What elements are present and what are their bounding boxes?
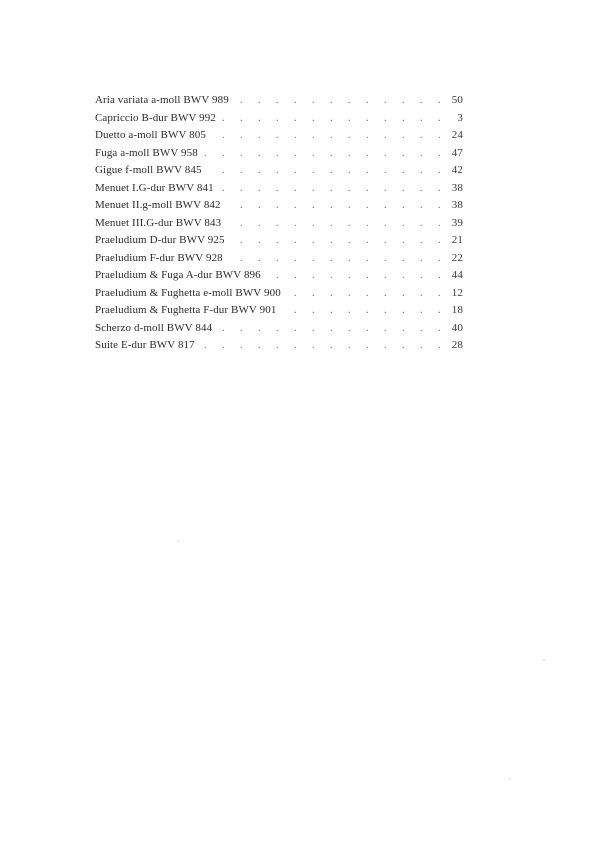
dot-leader — [218, 183, 447, 194]
toc-entry-page: 38 — [451, 199, 463, 211]
toc-entry-page: 50 — [451, 94, 463, 106]
toc-entry-page: 18 — [451, 304, 463, 316]
toc-entry-title: Menuet I.G-dur BWV 841 — [95, 181, 214, 194]
toc-entry-title: Menuet II.g-moll BWV 842 — [95, 199, 221, 211]
toc-entry-page: 38 — [451, 181, 463, 194]
dot-leader — [265, 270, 447, 281]
dot-leader — [285, 288, 447, 299]
toc-entry — [95, 287, 463, 305]
toc-entry-page: 28 — [451, 339, 463, 351]
toc-entry — [95, 252, 463, 270]
toc-entry-page: 3 — [457, 111, 463, 124]
dot-leader — [229, 235, 447, 246]
toc-entry — [95, 129, 463, 147]
toc-entry-page: 24 — [451, 129, 463, 141]
toc-entry — [95, 112, 463, 130]
toc-entry-title: Capriccio B-dur BWV 992 — [95, 111, 216, 124]
toc-entry — [95, 182, 463, 200]
toc-entry-title: Suite E-dur BWV 817 — [95, 339, 195, 351]
toc-entry-title: Praeludium & Fuga A-dur BWV 896 — [95, 269, 261, 281]
dot-leader — [233, 95, 447, 106]
dot-leader — [280, 305, 447, 316]
toc-entry-page: 12 — [451, 286, 463, 299]
toc-entry-title: Praeludium D-dur BWV 925 — [95, 234, 225, 246]
toc-entry-title: Fuga a-moll BWV 958 — [95, 146, 198, 159]
toc-entry — [95, 94, 463, 112]
toc-entry-title: Praeludium & Fughetta e-moll BWV 900 — [95, 286, 281, 299]
toc-entry-page: 47 — [451, 146, 463, 159]
dot-leader — [216, 323, 447, 334]
toc-entry — [95, 199, 463, 217]
toc-entry-title: Duetto a-moll BWV 805 — [95, 129, 206, 141]
scan-speck — [509, 778, 511, 780]
toc-entry — [95, 269, 463, 287]
toc-entry-page: 44 — [451, 269, 463, 281]
dot-leader — [220, 113, 447, 124]
toc-entry-title: Aria variata a-moll BWV 989 — [95, 94, 229, 106]
toc-entry — [95, 304, 463, 322]
dot-leader — [225, 200, 447, 211]
toc-entry-title: Praeludium & Fughetta F-dur BWV 901 — [95, 304, 277, 316]
toc-entry — [95, 339, 463, 357]
dot-leader — [199, 340, 447, 351]
scan-speck — [177, 540, 179, 542]
toc-entry — [95, 234, 463, 252]
toc-entry-page: 22 — [451, 251, 463, 264]
table-of-contents — [95, 94, 463, 357]
toc-entry — [95, 164, 463, 182]
toc-entry-page: 39 — [451, 216, 463, 229]
toc-entry-title: Menuet III.G-dur BWV 843 — [95, 216, 222, 229]
toc-entry-page: 40 — [451, 321, 463, 334]
dot-leader — [210, 130, 447, 141]
dot-leader — [225, 218, 447, 229]
toc-entry-page: 42 — [451, 164, 463, 176]
dot-leader — [227, 253, 447, 264]
toc-entry-page: 21 — [451, 234, 463, 246]
dot-leader — [202, 148, 447, 159]
toc-entry — [95, 322, 463, 340]
dot-leader — [206, 165, 447, 176]
toc-entry-title: Praeludium F-dur BWV 928 — [95, 251, 223, 264]
toc-entry-title: Gigue f-moll BWV 845 — [95, 164, 202, 176]
scan-speck — [543, 659, 545, 661]
toc-entry — [95, 147, 463, 165]
toc-entry-title: Scherzo d-moll BWV 844 — [95, 321, 213, 334]
toc-entry — [95, 217, 463, 235]
